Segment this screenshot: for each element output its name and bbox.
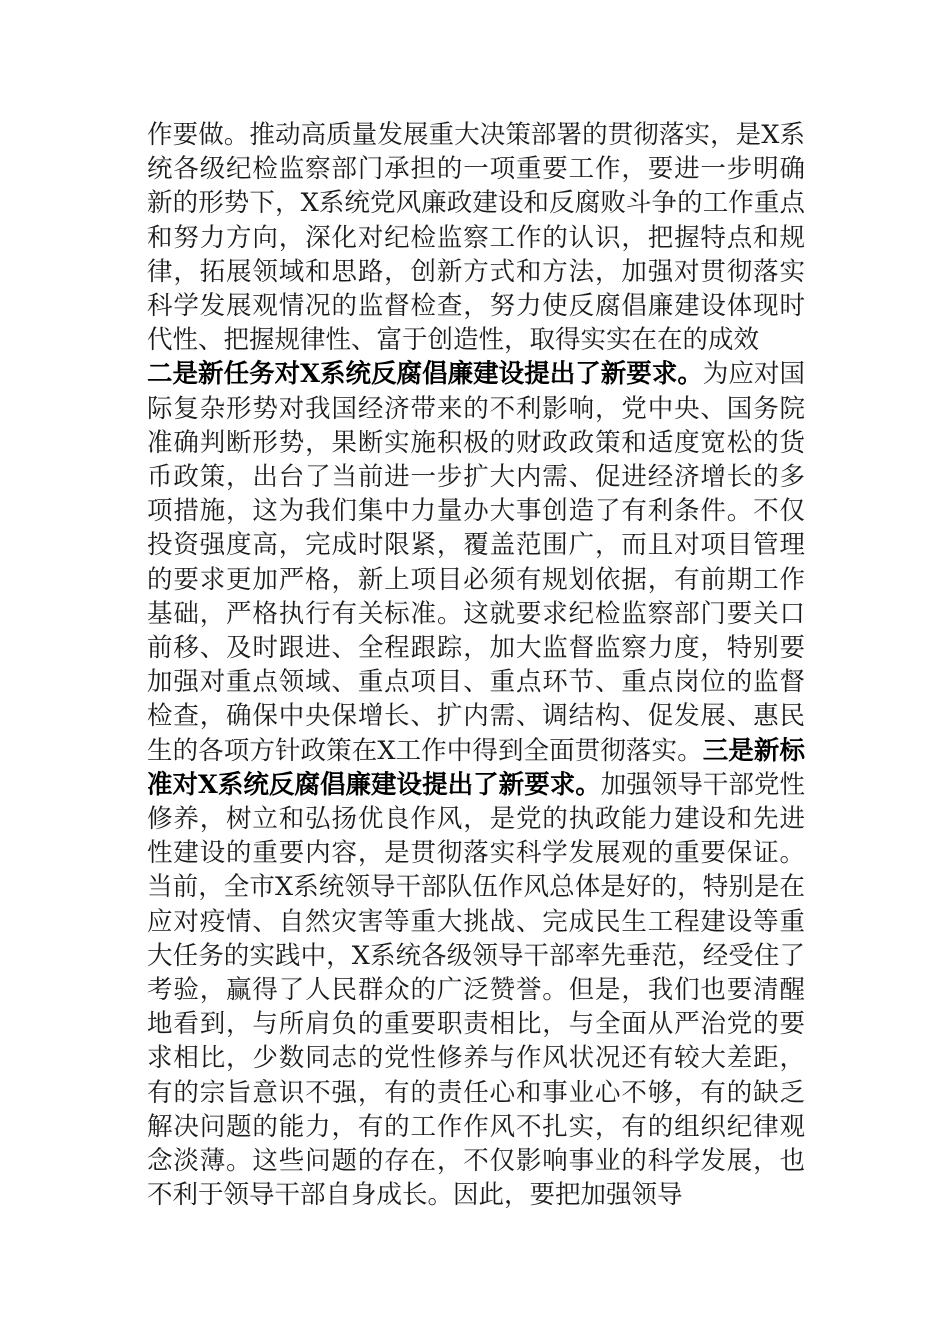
heading-point-two: 二是新任务对X系统反腐倡廉建设提出了新要求。 — [147, 359, 703, 390]
paragraph-1-text: 作要做。推动高质量发展重大决策部署的贯彻落实，是X系统各级纪检监察部门承担的一项重要工作，要进一步明确新的形势下，X系统党风廉政建设和反腐败斗争的工作重点和努力方向，深化对纪检监察工作的认识，把握特点和规律，拓展领域和思路，创新方式和方法，加强对贯彻落实科学发展观情况的监督检查，努力使反腐倡廉建设体现时代性、把握规律性、富于创造性，取得实实在在的成效 — [147, 120, 805, 356]
paragraph-1 — [147, 118, 805, 357]
paragraph-2 — [147, 357, 805, 1212]
heading-point-three: 三是新标准对X系统反腐倡廉建设提出了新要求。 — [147, 735, 805, 800]
document-body — [147, 118, 805, 1213]
point-two-text: 为应对国际复杂形势对我国经济带来的不利影响，党中央、国务院准确判断形势，果断实施积极的财政政策和适度宽松的货币政策，出台了当前进一步扩大内需、促进经济增长的多项措施，这为我们集中力量办大事创造了有利条件。不仅投资强度高，完成时限紧，覆盖范围广，而且对项目管理的要求更加严格，新上项目必须有规划依据，有前期工作基础，严格执行有关标准。这就要求纪检监察部门要关口前移、及时跟进、全程跟踪，加大监督监察力度，特别要加强对重点领域、重点项目、重点环节、重点岗位的监督检查，确保中央保增长、扩内需、调结构、促发展、惠民生的各项方针政策在X工作中得到全面贯彻落实。 — [147, 359, 805, 766]
point-three-text: 加强领导干部党性修养，树立和弘扬优良作风，是党的执政能力建设和先进性建设的重要内容，是贯彻落实科学发展观的重要保证。当前，全市X系统领导干部队伍作风总体是好的，特别是在应对疫情、自然灾害等重大挑战、完成民生工程建设等重大任务的实践中，X系统各级领导干部率先垂范，经受住了考验，赢得了人民群众的广泛赞誉。但是，我们也要清醒地看到，与所肩负的重要职责相比，与全面从严治党的要求相比，少数同志的党性修养与作风状况还有较大差距，有的宗旨意识不强，有的责任心和事业心不够，有的缺乏解决问题的能力，有的工作作风不扎实，有的组织纪律观念淡薄。这些问题的存在，不仅影响事业的科学发展，也不利于领导干部自身成长。因此，要把加强领导 — [147, 769, 805, 1211]
